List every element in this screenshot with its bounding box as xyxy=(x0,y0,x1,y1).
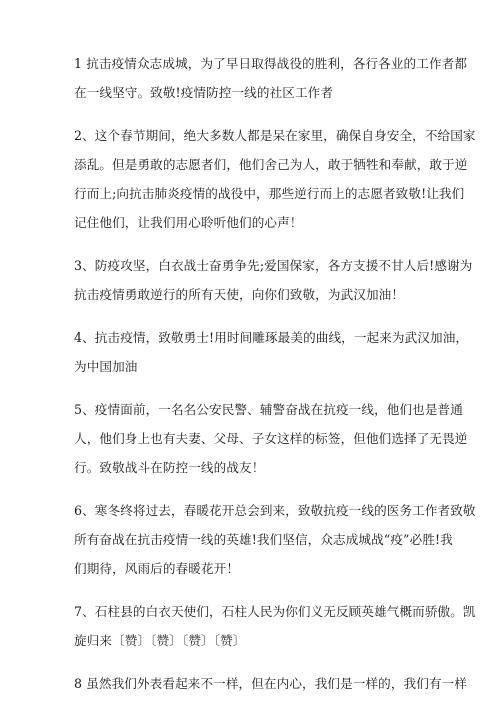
text-line: 3、防疫攻坚，白衣战士奋勇争先;爱国保家，各方支援不甘人后!感谢为 xyxy=(74,258,473,273)
text-line: 7、石柱县的白衣天使们，石柱人民为你们义无反顾英雄气概而骄傲。凯 xyxy=(74,604,476,619)
paragraph-4 xyxy=(74,323,469,381)
text-line: 1 抗击疫情众志成城，为了早日取得战役的胜利，各行各业的工作者都 xyxy=(74,56,468,71)
text-line: 8 虽然我们外表看起来不一样，但在内心，我们是一样的，我们有一样 xyxy=(74,676,468,691)
paragraph-6 xyxy=(74,496,476,583)
text-line: 6、寒冬终将过去，春暖花开总会到来，致敬抗疫一线的医务工作者致敬 xyxy=(74,503,476,518)
paragraph-1 xyxy=(74,49,468,107)
text-line: 在一线坚守。致敬!疫情防控一线的社区工作者 xyxy=(74,85,334,100)
text-line: 旋归来〔赞〕〔赞〕〔赞〕〔赞〕 xyxy=(74,633,246,648)
paragraph-7 xyxy=(74,597,476,655)
text-line: 为中国加油 xyxy=(74,359,138,374)
text-line: 行。致敬战斗在防控一线的战友！ xyxy=(74,460,265,475)
text-line: 添乱。但是勇敢的志愿者们，他们舍己为人，敢于牺牲和奉献，敢于逆 xyxy=(74,157,468,172)
paragraph-2 xyxy=(74,121,476,237)
paragraph-5 xyxy=(74,395,468,482)
text-line: 5、疫情面前，一名名公安民警、辅警奋战在抗疫一线，他们也是普通 xyxy=(74,402,463,417)
paragraph-3 xyxy=(74,251,473,309)
text-line: 人，他们身上也有夫妻、父母、子女这样的标签，但他们选择了无畏逆 xyxy=(74,431,468,446)
text-line: 们期待，风雨后的春暖花开！ xyxy=(74,561,240,576)
text-line: 4、抗击疫情，致敬勇士!用时间雕琢最美的曲线，一起来为武汉加油， xyxy=(74,330,469,345)
document-body xyxy=(74,49,476,712)
text-line: 抗击疫情勇敢逆行的所有天使，向你们致敬，为武汉加油！ xyxy=(74,287,405,302)
text-line: 所有奋战在抗击疫情一线的英雄!我们坚信，众志成城战“疫”必胜!我 xyxy=(74,532,453,547)
text-line: 记住他们，让我们用心聆听他们的心声！ xyxy=(74,215,303,230)
text-line: 行而上;向抗击肺炎疫情的战役中，那些逆行而上的志愿者致敬!让我们 xyxy=(74,186,465,201)
text-line: 2、这个春节期间，绝大多数人都是呆在家里，确保自身安全，不给国家 xyxy=(74,128,476,143)
paragraph-8 xyxy=(74,669,468,698)
